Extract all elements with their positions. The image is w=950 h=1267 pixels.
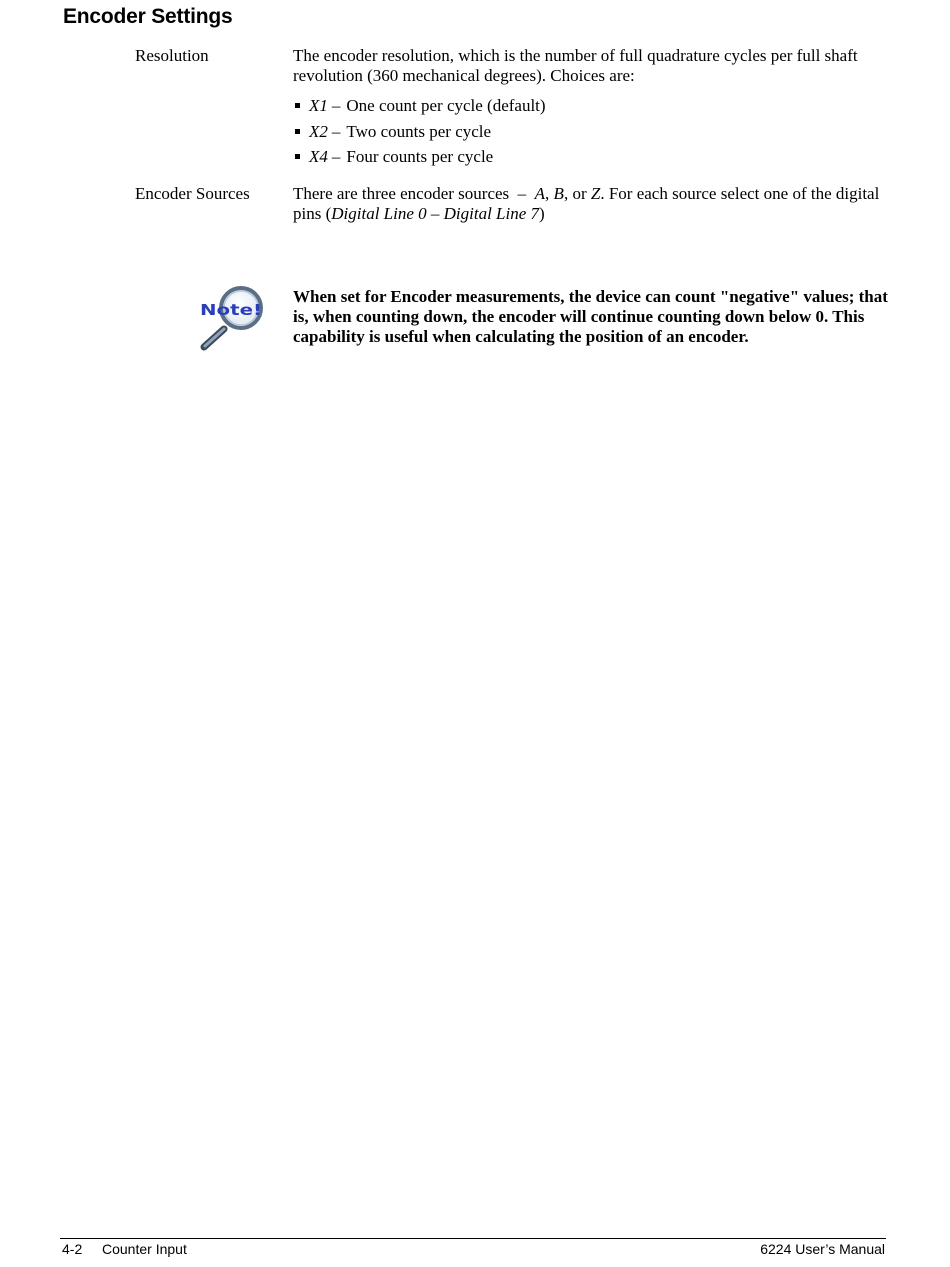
resolution-choices-list bbox=[293, 96, 893, 173]
sources-sep-2: , or bbox=[563, 184, 591, 203]
resolution-term: Resolution bbox=[135, 46, 209, 65]
list-item bbox=[293, 96, 893, 122]
choice-dash: – bbox=[331, 147, 341, 166]
choice-text: Two counts per cycle bbox=[346, 121, 492, 141]
sources-sep-1: , bbox=[545, 184, 554, 203]
choice-dash: – bbox=[331, 121, 341, 141]
choice-code: X1 bbox=[309, 96, 328, 115]
choice-text: One count per cycle (default) bbox=[346, 96, 546, 115]
choice-text: Four counts per cycle bbox=[346, 147, 494, 166]
footer-chapter: Counter Input bbox=[102, 1241, 187, 1257]
footer-divider bbox=[60, 1238, 886, 1239]
square-bullet-icon bbox=[295, 129, 300, 134]
source-z: Z bbox=[590, 184, 601, 203]
choice-code: X2 bbox=[309, 121, 328, 141]
encoder-sources-term: Encoder Sources bbox=[135, 184, 250, 203]
note-text: When set for Encoder measurements, the device can count "negative" values; that is, when counting down, the encoder will continue counting down below 0. This capability is useful when calculating the position of an encoder. bbox=[293, 287, 888, 346]
choice-code: X4 bbox=[309, 147, 328, 166]
source-b: B bbox=[553, 184, 564, 203]
source-a: A bbox=[534, 184, 546, 203]
note-icon-text: Note! bbox=[200, 301, 262, 319]
footer-manual-title: 6224 User’s Manual bbox=[760, 1241, 885, 1257]
note-magnifier-icon bbox=[199, 284, 267, 352]
square-bullet-icon bbox=[295, 154, 300, 159]
pin-range: Digital Line 0 – Digital Line 7 bbox=[331, 204, 540, 223]
sources-middle: . For each source select one of the digital pins ( bbox=[293, 184, 880, 223]
list-item bbox=[293, 147, 893, 173]
square-bullet-icon bbox=[295, 103, 300, 108]
resolution-description: The encoder resolution, which is the number of full quadrature cycles per full shaft revolution (360 mechanical degrees). Choices are: bbox=[293, 46, 858, 85]
encoder-sources-description bbox=[293, 184, 893, 224]
list-item bbox=[293, 122, 893, 148]
choice-dash: – bbox=[331, 96, 341, 115]
sources-suffix: ) bbox=[539, 204, 545, 223]
footer-page-number: 4-2 bbox=[62, 1241, 83, 1257]
page-title: Encoder Settings bbox=[63, 5, 233, 28]
sources-prefix: There are three encoder sources – bbox=[293, 184, 535, 203]
